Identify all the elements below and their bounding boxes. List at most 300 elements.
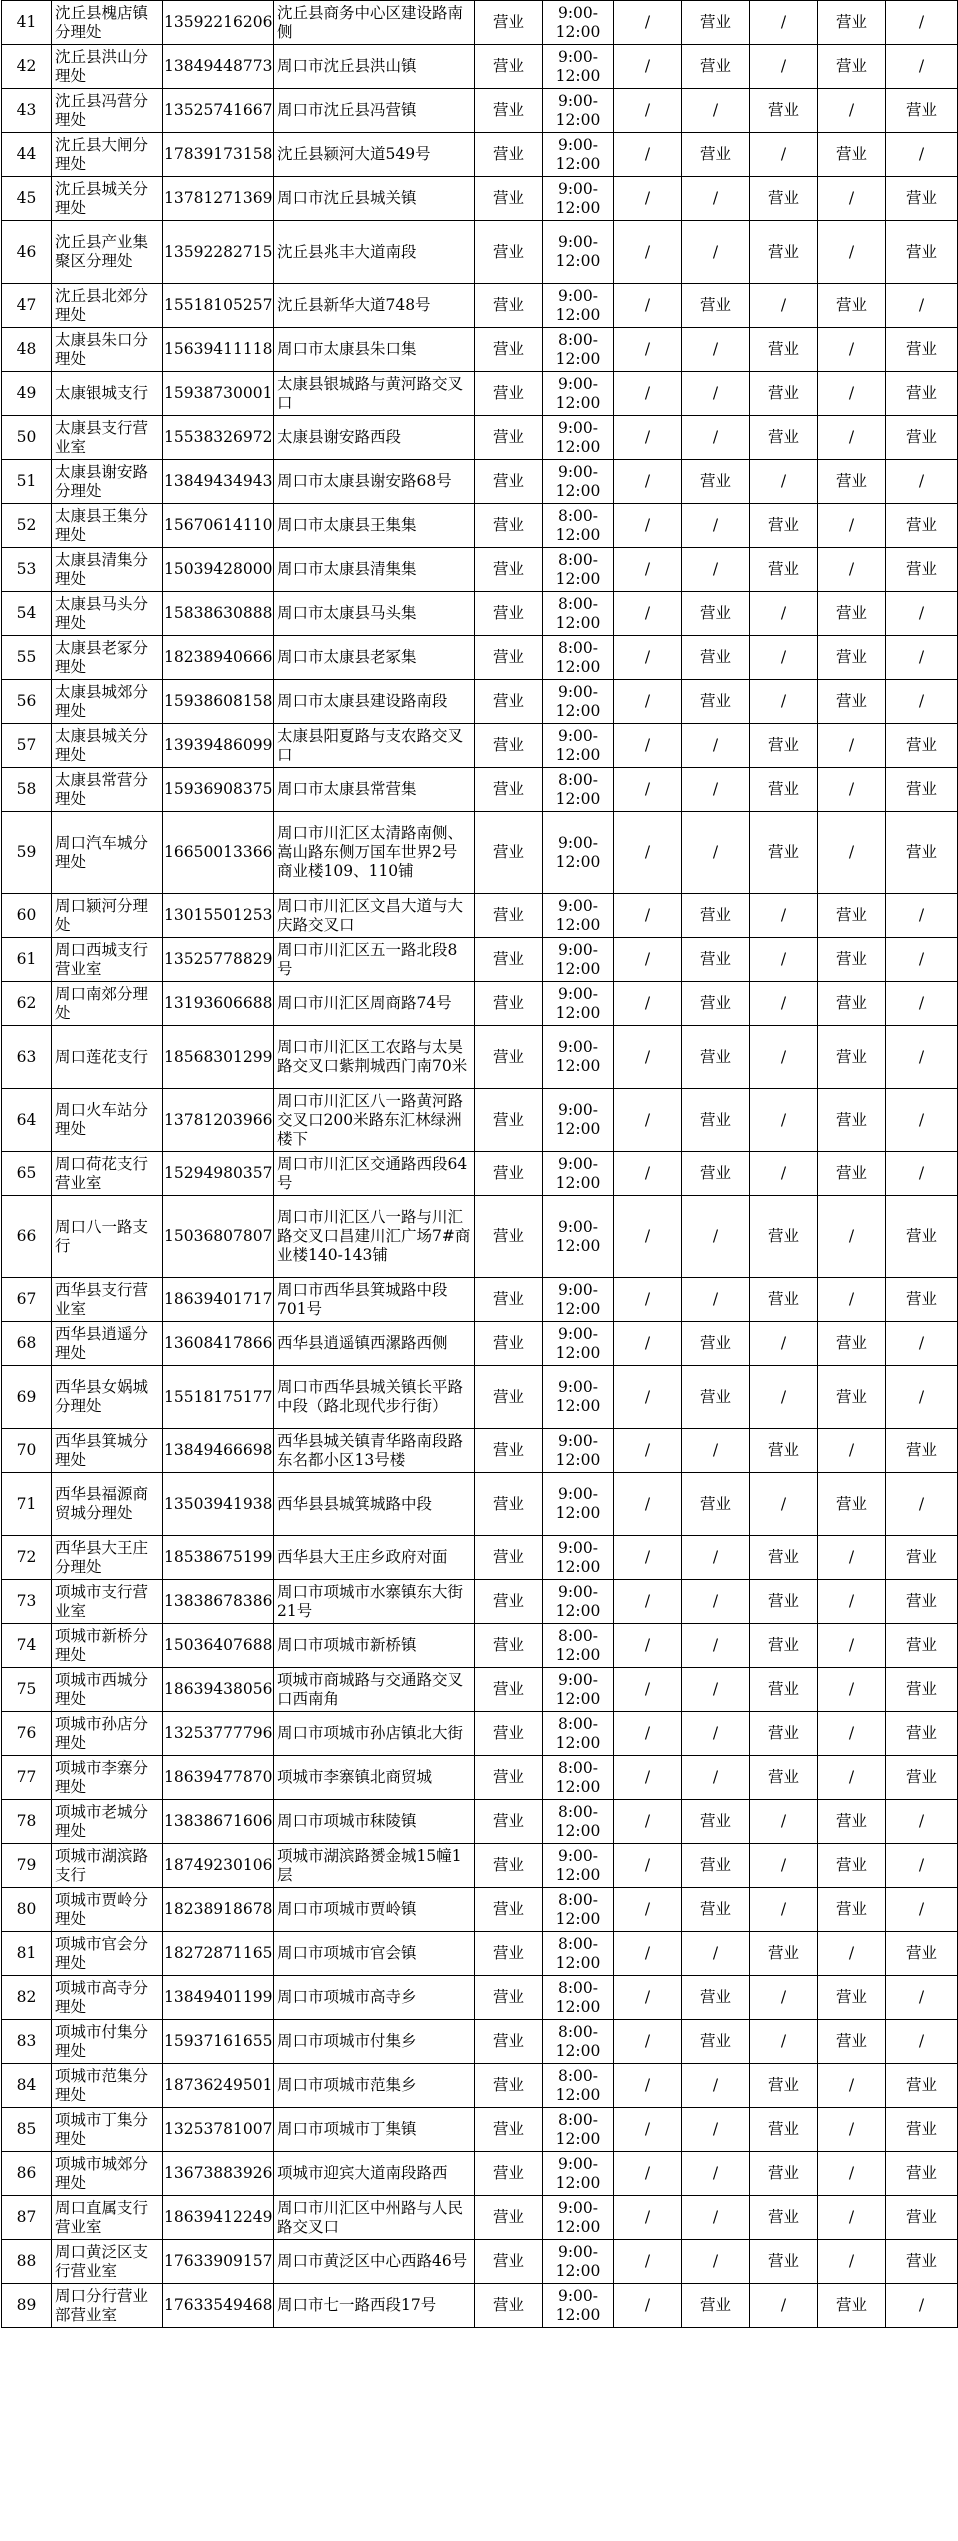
status-cell: 营业 xyxy=(475,1712,543,1756)
table-row xyxy=(2,221,958,284)
table-row xyxy=(2,1888,958,1932)
day-status-cell: / xyxy=(614,1624,682,1668)
phone-cell: 15838630888 xyxy=(163,592,274,636)
phone-cell: 13781271369 xyxy=(163,177,274,221)
phone-cell: 18639412249 xyxy=(163,2196,274,2240)
status-cell: 营业 xyxy=(475,1089,543,1152)
address-cell: 西华县县城箕城路中段 xyxy=(274,1473,475,1536)
day-status-cell: / xyxy=(750,1844,818,1888)
day-status-cell: 营业 xyxy=(886,177,958,221)
row-number-cell: 85 xyxy=(2,2108,52,2152)
status-cell: 营业 xyxy=(475,1844,543,1888)
row-number-cell: 61 xyxy=(2,938,52,982)
status-cell: 营业 xyxy=(475,2152,543,2196)
address-cell: 项城市湖滨路赟金城15幢1层 xyxy=(274,1844,475,1888)
table-row xyxy=(2,1580,958,1624)
row-number-cell: 82 xyxy=(2,1976,52,2020)
phone-cell: 13592282715 xyxy=(163,221,274,284)
day-status-cell: 营业 xyxy=(682,2284,750,2328)
branch-name-cell: 沈丘县槐店镇分理处 xyxy=(52,1,163,45)
day-status-cell: 营业 xyxy=(682,45,750,89)
day-status-cell: 营业 xyxy=(886,1756,958,1800)
branch-name-cell: 太康县清集分理处 xyxy=(52,548,163,592)
day-status-cell: / xyxy=(886,1473,958,1536)
phone-cell: 17633549468 xyxy=(163,2284,274,2328)
day-status-cell: / xyxy=(614,1536,682,1580)
row-number-cell: 55 xyxy=(2,636,52,680)
hours-cell: 9:00-12:00 xyxy=(543,177,614,221)
phone-cell: 13849401199 xyxy=(163,1976,274,2020)
hours-cell: 9:00-12:00 xyxy=(543,1429,614,1473)
phone-cell: 18639477870 xyxy=(163,1756,274,1800)
day-status-cell: 营业 xyxy=(750,1624,818,1668)
day-status-cell: / xyxy=(682,768,750,812)
branch-name-cell: 太康县城关分理处 xyxy=(52,724,163,768)
table-row xyxy=(2,2152,958,2196)
table-row xyxy=(2,938,958,982)
day-status-cell: 营业 xyxy=(818,1089,886,1152)
phone-cell: 15039428000 xyxy=(163,548,274,592)
row-number-cell: 60 xyxy=(2,894,52,938)
day-status-cell: / xyxy=(818,89,886,133)
hours-cell: 9:00-12:00 xyxy=(543,1473,614,1536)
day-status-cell: 营业 xyxy=(682,1152,750,1196)
row-number-cell: 70 xyxy=(2,1429,52,1473)
day-status-cell: 营业 xyxy=(682,680,750,724)
day-status-cell: / xyxy=(750,680,818,724)
day-status-cell: / xyxy=(614,1800,682,1844)
day-status-cell: 营业 xyxy=(750,1196,818,1278)
day-status-cell: / xyxy=(682,1712,750,1756)
address-cell: 周口市沈丘县冯营镇 xyxy=(274,89,475,133)
address-cell: 周口市川汇区工农路与太昊路交叉口紫荆城西门南70米 xyxy=(274,1026,475,1089)
hours-cell: 9:00-12:00 xyxy=(543,284,614,328)
day-status-cell: / xyxy=(682,416,750,460)
phone-cell: 13849434943 xyxy=(163,460,274,504)
day-status-cell: 营业 xyxy=(682,1888,750,1932)
table-row xyxy=(2,1712,958,1756)
day-status-cell: / xyxy=(682,2064,750,2108)
day-status-cell: / xyxy=(818,221,886,284)
day-status-cell: 营业 xyxy=(682,460,750,504)
phone-cell: 15036407688 xyxy=(163,1624,274,1668)
day-status-cell: 营业 xyxy=(750,724,818,768)
day-status-cell: 营业 xyxy=(818,284,886,328)
day-status-cell: 营业 xyxy=(682,1473,750,1536)
day-status-cell: / xyxy=(750,1473,818,1536)
row-number-cell: 51 xyxy=(2,460,52,504)
branch-name-cell: 项城市官会分理处 xyxy=(52,1932,163,1976)
address-cell: 周口市黄泛区中心西路46号 xyxy=(274,2240,475,2284)
day-status-cell: / xyxy=(682,504,750,548)
address-cell: 沈丘县新华大道748号 xyxy=(274,284,475,328)
status-cell: 营业 xyxy=(475,221,543,284)
address-cell: 西华县大王庄乡政府对面 xyxy=(274,1536,475,1580)
table-row xyxy=(2,1152,958,1196)
day-status-cell: 营业 xyxy=(682,2020,750,2064)
day-status-cell: / xyxy=(614,1278,682,1322)
day-status-cell: / xyxy=(886,1026,958,1089)
day-status-cell: / xyxy=(886,284,958,328)
day-status-cell: 营业 xyxy=(682,1089,750,1152)
branch-name-cell: 周口颍河分理处 xyxy=(52,894,163,938)
day-status-cell: 营业 xyxy=(682,1,750,45)
day-status-cell: / xyxy=(614,328,682,372)
day-status-cell: 营业 xyxy=(818,938,886,982)
phone-cell: 13939486099 xyxy=(163,724,274,768)
branch-name-cell: 项城市付集分理处 xyxy=(52,2020,163,2064)
status-cell: 营业 xyxy=(475,2284,543,2328)
table-row xyxy=(2,416,958,460)
day-status-cell: 营业 xyxy=(886,812,958,894)
table-row xyxy=(2,45,958,89)
day-status-cell: / xyxy=(818,2240,886,2284)
address-cell: 周口市川汇区八一路黄河路交叉口200米路东汇林绿洲楼下 xyxy=(274,1089,475,1152)
day-status-cell: / xyxy=(886,1089,958,1152)
address-cell: 周口市太康县朱口集 xyxy=(274,328,475,372)
row-number-cell: 83 xyxy=(2,2020,52,2064)
hours-cell: 9:00-12:00 xyxy=(543,812,614,894)
address-cell: 周口市川汇区交通路西段64号 xyxy=(274,1152,475,1196)
status-cell: 营业 xyxy=(475,45,543,89)
hours-cell: 9:00-12:00 xyxy=(543,982,614,1026)
day-status-cell: / xyxy=(682,1624,750,1668)
day-status-cell: / xyxy=(818,1278,886,1322)
status-cell: 营业 xyxy=(475,812,543,894)
day-status-cell: / xyxy=(818,1196,886,1278)
table-row xyxy=(2,372,958,416)
day-status-cell: / xyxy=(614,284,682,328)
day-status-cell: / xyxy=(682,1196,750,1278)
day-status-cell: / xyxy=(682,2152,750,2196)
row-number-cell: 73 xyxy=(2,1580,52,1624)
table-row xyxy=(2,1473,958,1536)
branch-name-cell: 周口八一路支行 xyxy=(52,1196,163,1278)
status-cell: 营业 xyxy=(475,938,543,982)
table-row xyxy=(2,1624,958,1668)
hours-cell: 9:00-12:00 xyxy=(543,1,614,45)
address-cell: 周口市项城市高寺乡 xyxy=(274,1976,475,2020)
hours-cell: 8:00-12:00 xyxy=(543,768,614,812)
branch-name-cell: 项城市范集分理处 xyxy=(52,2064,163,2108)
day-status-cell: / xyxy=(614,416,682,460)
phone-cell: 15670614110 xyxy=(163,504,274,548)
day-status-cell: 营业 xyxy=(818,894,886,938)
hours-cell: 9:00-12:00 xyxy=(543,2196,614,2240)
day-status-cell: / xyxy=(750,1152,818,1196)
table-row xyxy=(2,1196,958,1278)
day-status-cell: 营业 xyxy=(750,2196,818,2240)
day-status-cell: / xyxy=(614,2284,682,2328)
day-status-cell: / xyxy=(886,636,958,680)
status-cell: 营业 xyxy=(475,1,543,45)
address-cell: 周口市项城市付集乡 xyxy=(274,2020,475,2064)
status-cell: 营业 xyxy=(475,2240,543,2284)
address-cell: 周口市太康县谢安路68号 xyxy=(274,460,475,504)
row-number-cell: 80 xyxy=(2,1888,52,1932)
day-status-cell: / xyxy=(682,1536,750,1580)
day-status-cell: / xyxy=(818,1712,886,1756)
table-row xyxy=(2,548,958,592)
address-cell: 周口市太康县马头集 xyxy=(274,592,475,636)
status-cell: 营业 xyxy=(475,1278,543,1322)
hours-cell: 8:00-12:00 xyxy=(543,1932,614,1976)
day-status-cell: 营业 xyxy=(682,284,750,328)
address-cell: 周口市项城市水寨镇东大街21号 xyxy=(274,1580,475,1624)
day-status-cell: / xyxy=(682,1756,750,1800)
day-status-cell: 营业 xyxy=(886,2240,958,2284)
day-status-cell: 营业 xyxy=(886,1278,958,1322)
branch-name-cell: 西华县箕城分理处 xyxy=(52,1429,163,1473)
address-cell: 周口市沈丘县城关镇 xyxy=(274,177,475,221)
day-status-cell: / xyxy=(886,2020,958,2064)
phone-cell: 16650013366 xyxy=(163,812,274,894)
row-number-cell: 75 xyxy=(2,1668,52,1712)
status-cell: 营业 xyxy=(475,89,543,133)
status-cell: 营业 xyxy=(475,133,543,177)
address-cell: 周口市川汇区文昌大道与大庆路交叉口 xyxy=(274,894,475,938)
status-cell: 营业 xyxy=(475,1536,543,1580)
row-number-cell: 45 xyxy=(2,177,52,221)
day-status-cell: / xyxy=(682,89,750,133)
hours-cell: 8:00-12:00 xyxy=(543,548,614,592)
address-cell: 太康县阳夏路与支农路交叉口 xyxy=(274,724,475,768)
day-status-cell: / xyxy=(886,133,958,177)
branch-name-cell: 太康县老冢分理处 xyxy=(52,636,163,680)
day-status-cell: 营业 xyxy=(818,1800,886,1844)
day-status-cell: / xyxy=(682,2108,750,2152)
day-status-cell: / xyxy=(614,1932,682,1976)
day-status-cell: 营业 xyxy=(818,1366,886,1429)
table-row xyxy=(2,1976,958,2020)
status-cell: 营业 xyxy=(475,2020,543,2064)
day-status-cell: / xyxy=(818,177,886,221)
day-status-cell: / xyxy=(682,177,750,221)
row-number-cell: 43 xyxy=(2,89,52,133)
day-status-cell: / xyxy=(614,2152,682,2196)
status-cell: 营业 xyxy=(475,1026,543,1089)
day-status-cell: / xyxy=(614,768,682,812)
address-cell: 沈丘县兆丰大道南段 xyxy=(274,221,475,284)
phone-cell: 15518105257 xyxy=(163,284,274,328)
row-number-cell: 89 xyxy=(2,2284,52,2328)
address-cell: 周口市七一路西段17号 xyxy=(274,2284,475,2328)
day-status-cell: / xyxy=(614,133,682,177)
day-status-cell: / xyxy=(682,2240,750,2284)
day-status-cell: / xyxy=(614,680,682,724)
day-status-cell: / xyxy=(614,1756,682,1800)
address-cell: 沈丘县商务中心区建设路南侧 xyxy=(274,1,475,45)
table-row xyxy=(2,1322,958,1366)
day-status-cell: 营业 xyxy=(682,982,750,1026)
hours-cell: 8:00-12:00 xyxy=(543,2020,614,2064)
table-row xyxy=(2,2284,958,2328)
day-status-cell: 营业 xyxy=(886,372,958,416)
phone-cell: 15938730001 xyxy=(163,372,274,416)
day-status-cell: 营业 xyxy=(750,1580,818,1624)
day-status-cell: 营业 xyxy=(682,1366,750,1429)
phone-cell: 15938608158 xyxy=(163,680,274,724)
status-cell: 营业 xyxy=(475,1473,543,1536)
status-cell: 营业 xyxy=(475,1668,543,1712)
day-status-cell: 营业 xyxy=(750,177,818,221)
day-status-cell: / xyxy=(886,982,958,1026)
day-status-cell: / xyxy=(750,1,818,45)
row-number-cell: 49 xyxy=(2,372,52,416)
day-status-cell: / xyxy=(818,1429,886,1473)
day-status-cell: / xyxy=(682,372,750,416)
address-cell: 周口市川汇区五一路北段8号 xyxy=(274,938,475,982)
status-cell: 营业 xyxy=(475,1624,543,1668)
hours-cell: 8:00-12:00 xyxy=(543,2108,614,2152)
branch-name-cell: 项城市湖滨路支行 xyxy=(52,1844,163,1888)
status-cell: 营业 xyxy=(475,328,543,372)
day-status-cell: 营业 xyxy=(750,2240,818,2284)
table-row xyxy=(2,812,958,894)
day-status-cell: 营业 xyxy=(886,1932,958,1976)
hours-cell: 9:00-12:00 xyxy=(543,1844,614,1888)
address-cell: 周口市西华县箕城路中段701号 xyxy=(274,1278,475,1322)
table-row xyxy=(2,2196,958,2240)
day-status-cell: 营业 xyxy=(818,1026,886,1089)
address-cell: 周口市项城市官会镇 xyxy=(274,1932,475,1976)
branch-name-cell: 项城市孙店分理处 xyxy=(52,1712,163,1756)
hours-cell: 8:00-12:00 xyxy=(543,504,614,548)
row-number-cell: 69 xyxy=(2,1366,52,1429)
day-status-cell: 营业 xyxy=(886,768,958,812)
day-status-cell: / xyxy=(818,2108,886,2152)
status-cell: 营业 xyxy=(475,724,543,768)
day-status-cell: 营业 xyxy=(886,504,958,548)
day-status-cell: / xyxy=(614,1712,682,1756)
day-status-cell: 营业 xyxy=(750,548,818,592)
phone-cell: 17839173158 xyxy=(163,133,274,177)
day-status-cell: / xyxy=(614,504,682,548)
day-status-cell: 营业 xyxy=(682,636,750,680)
hours-cell: 9:00-12:00 xyxy=(543,1196,614,1278)
day-status-cell: 营业 xyxy=(886,328,958,372)
table-row xyxy=(2,982,958,1026)
day-status-cell: / xyxy=(614,1366,682,1429)
phone-cell: 15538326972 xyxy=(163,416,274,460)
day-status-cell: / xyxy=(614,982,682,1026)
hours-cell: 9:00-12:00 xyxy=(543,724,614,768)
table-row xyxy=(2,460,958,504)
phone-cell: 13193606688 xyxy=(163,982,274,1026)
hours-cell: 9:00-12:00 xyxy=(543,133,614,177)
branch-name-cell: 西华县大王庄分理处 xyxy=(52,1536,163,1580)
hours-cell: 9:00-12:00 xyxy=(543,2152,614,2196)
branch-name-cell: 太康县城郊分理处 xyxy=(52,680,163,724)
phone-cell: 18736249501 xyxy=(163,2064,274,2108)
phone-cell: 15036807807 xyxy=(163,1196,274,1278)
phone-cell: 13253777796 xyxy=(163,1712,274,1756)
day-status-cell: 营业 xyxy=(818,45,886,89)
hours-cell: 8:00-12:00 xyxy=(543,592,614,636)
day-status-cell: 营业 xyxy=(750,328,818,372)
phone-cell: 18238918678 xyxy=(163,1888,274,1932)
day-status-cell: / xyxy=(886,1976,958,2020)
address-cell: 周口市太康县常营集 xyxy=(274,768,475,812)
day-status-cell: / xyxy=(818,1624,886,1668)
status-cell: 营业 xyxy=(475,372,543,416)
day-status-cell: 营业 xyxy=(682,133,750,177)
hours-cell: 9:00-12:00 xyxy=(543,1089,614,1152)
day-status-cell: 营业 xyxy=(750,1536,818,1580)
hours-cell: 8:00-12:00 xyxy=(543,1624,614,1668)
day-status-cell: 营业 xyxy=(818,1152,886,1196)
branch-name-cell: 沈丘县冯营分理处 xyxy=(52,89,163,133)
phone-cell: 15518175177 xyxy=(163,1366,274,1429)
day-status-cell: / xyxy=(750,2020,818,2064)
day-status-cell: / xyxy=(614,2240,682,2284)
hours-cell: 9:00-12:00 xyxy=(543,45,614,89)
day-status-cell: 营业 xyxy=(818,2284,886,2328)
status-cell: 营业 xyxy=(475,1366,543,1429)
day-status-cell: 营业 xyxy=(750,1712,818,1756)
status-cell: 营业 xyxy=(475,680,543,724)
branch-name-cell: 周口直属支行营业室 xyxy=(52,2196,163,2240)
day-status-cell: 营业 xyxy=(818,1844,886,1888)
hours-cell: 9:00-12:00 xyxy=(543,1536,614,1580)
day-status-cell: / xyxy=(614,221,682,284)
branch-name-cell: 西华县福源商贸城分理处 xyxy=(52,1473,163,1536)
address-cell: 周口市川汇区周商路74号 xyxy=(274,982,475,1026)
day-status-cell: / xyxy=(682,548,750,592)
table-row xyxy=(2,724,958,768)
day-status-cell: 营业 xyxy=(886,89,958,133)
table-row xyxy=(2,328,958,372)
day-status-cell: / xyxy=(614,548,682,592)
day-status-cell: / xyxy=(886,1322,958,1366)
row-number-cell: 42 xyxy=(2,45,52,89)
status-cell: 营业 xyxy=(475,2108,543,2152)
row-number-cell: 81 xyxy=(2,1932,52,1976)
status-cell: 营业 xyxy=(475,768,543,812)
day-status-cell: 营业 xyxy=(818,636,886,680)
day-status-cell: / xyxy=(750,636,818,680)
phone-cell: 18272871165 xyxy=(163,1932,274,1976)
branch-name-cell: 项城市支行营业室 xyxy=(52,1580,163,1624)
hours-cell: 8:00-12:00 xyxy=(543,2064,614,2108)
day-status-cell: 营业 xyxy=(682,592,750,636)
day-status-cell: / xyxy=(614,812,682,894)
table-row xyxy=(2,1089,958,1152)
branch-name-cell: 沈丘县洪山分理处 xyxy=(52,45,163,89)
day-status-cell: / xyxy=(614,372,682,416)
row-number-cell: 74 xyxy=(2,1624,52,1668)
day-status-cell: 营业 xyxy=(750,221,818,284)
day-status-cell: / xyxy=(886,1888,958,1932)
row-number-cell: 63 xyxy=(2,1026,52,1089)
phone-cell: 13253781007 xyxy=(163,2108,274,2152)
day-status-cell: / xyxy=(614,2196,682,2240)
day-status-cell: 营业 xyxy=(886,1624,958,1668)
table-row xyxy=(2,636,958,680)
branch-name-cell: 周口西城支行营业室 xyxy=(52,938,163,982)
phone-cell: 18749230106 xyxy=(163,1844,274,1888)
day-status-cell: 营业 xyxy=(886,2108,958,2152)
status-cell: 营业 xyxy=(475,2196,543,2240)
phone-cell: 15294980357 xyxy=(163,1152,274,1196)
hours-cell: 9:00-12:00 xyxy=(543,416,614,460)
day-status-cell: / xyxy=(614,460,682,504)
row-number-cell: 53 xyxy=(2,548,52,592)
day-status-cell: 营业 xyxy=(886,221,958,284)
day-status-cell: 营业 xyxy=(886,2152,958,2196)
branch-name-cell: 周口黄泛区支行营业室 xyxy=(52,2240,163,2284)
row-number-cell: 59 xyxy=(2,812,52,894)
